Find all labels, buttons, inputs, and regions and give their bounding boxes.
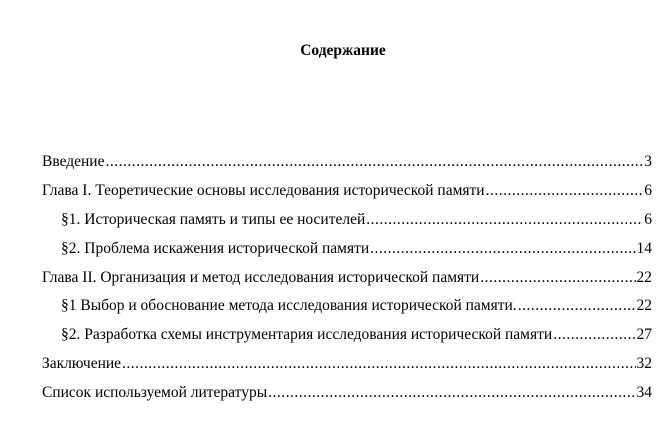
toc-entry-page: 6 — [644, 210, 652, 228]
page-title: Содержание — [300, 42, 386, 59]
toc-entry-page: 34 — [636, 384, 652, 402]
dot-leader — [122, 354, 635, 374]
toc-entry-label: §2. Проблема искажения исторической памяти — [61, 239, 370, 257]
dot-leader — [105, 152, 643, 172]
toc-entry-label: Список используемой литературы — [42, 384, 268, 402]
toc-entry-label: §2. Разработка схемы инструментария исследования исторической памяти — [61, 326, 553, 344]
dot-leader — [268, 383, 635, 403]
toc-entry-chapter-2-section-1[interactable] — [42, 296, 652, 325]
toc-entry-page: 27 — [636, 326, 652, 344]
dot-leader — [480, 268, 635, 288]
table-of-contents — [42, 152, 652, 412]
toc-entry-page: 32 — [636, 355, 652, 373]
toc-entry-page: 22 — [636, 268, 652, 286]
toc-entry-page: 3 — [644, 153, 652, 170]
toc-entry-label: §1 Выбор и обоснование метода исследования исторической памяти. — [61, 297, 517, 315]
dot-leader — [366, 210, 643, 230]
toc-entry-chapter-2[interactable] — [42, 268, 652, 297]
toc-entry-page: 6 — [644, 181, 652, 199]
toc-entry-page: 14 — [636, 239, 652, 257]
toc-entry-label: Введение — [42, 153, 105, 170]
dot-leader — [486, 181, 644, 201]
toc-entry-introduction[interactable] — [42, 152, 652, 181]
toc-entry-page: 22 — [636, 297, 652, 315]
toc-entry-conclusion[interactable] — [42, 354, 652, 383]
dot-leader — [518, 296, 636, 316]
toc-entry-chapter-2-section-2[interactable] — [42, 325, 652, 354]
toc-entry-label: Заключение — [42, 355, 122, 373]
toc-entry-label: §1. Историческая память и типы ее носителей — [61, 210, 366, 228]
toc-entry-label: Глава I. Теоретические основы исследования исторической памяти — [42, 181, 485, 199]
dot-leader — [553, 325, 635, 345]
toc-entry-references[interactable] — [42, 383, 652, 412]
toc-entry-label: Глава II. Организация и метод исследования исторической памяти — [42, 268, 480, 286]
dot-leader — [370, 239, 635, 259]
toc-entry-chapter-1[interactable] — [42, 181, 652, 210]
toc-entry-chapter-1-section-2[interactable] — [42, 239, 652, 268]
toc-entry-chapter-1-section-1[interactable] — [42, 210, 652, 239]
